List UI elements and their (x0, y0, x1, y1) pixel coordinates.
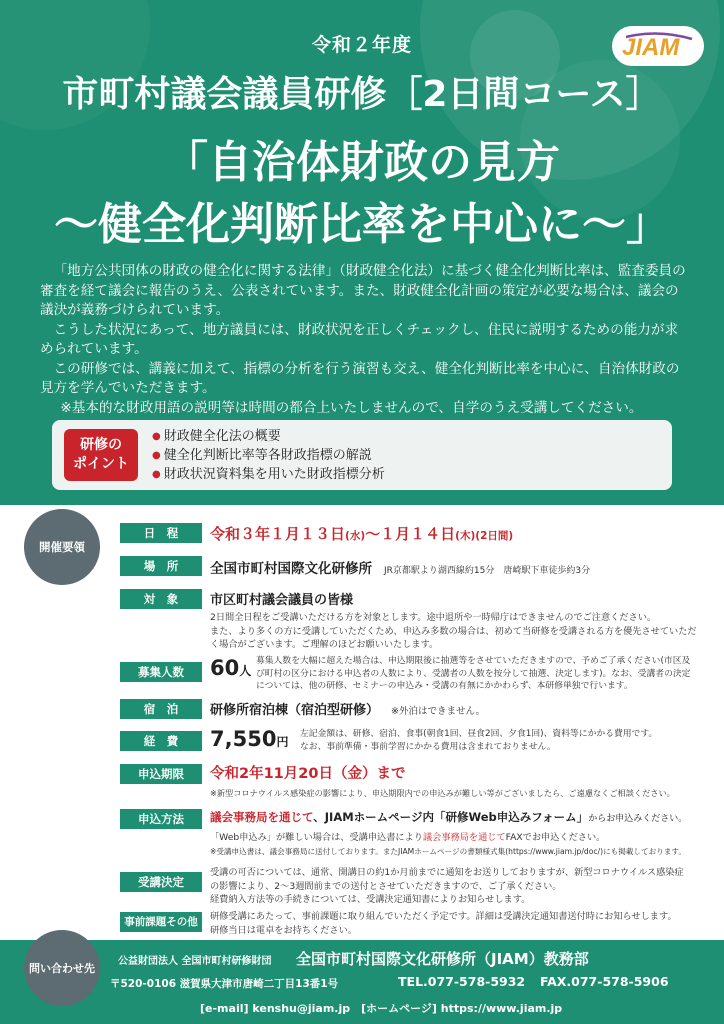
target-label: 対 象 (120, 589, 202, 609)
header-section (0, 0, 724, 505)
contact-email-web: [e-mail] kenshu@jiam.jp [ホームページ] https://www.jiam.jp (200, 1002, 563, 1015)
schedule-label: 日 程 (120, 523, 202, 543)
svg-text:JIAM: JIAM (622, 34, 680, 61)
method-value: 議会事務局を通じて、JIAMホームページ内「研修Web申込みフォーム」からお申込みください。 (210, 810, 688, 824)
prework-label: 事前課題その他 (120, 912, 202, 932)
fee-description: 左記金額は、研修、宿泊、食事(朝食1回、昼食2回、夕食1回)、資料等にかかる費用です。 なお、事前準備・事前学習にかかる費用は含まれておりません。 (300, 729, 658, 752)
list-item: ● 財政状況資料集を用いた財政指標分析 (152, 466, 385, 485)
deadline-label: 申込期限 (120, 764, 202, 784)
deadline-value: 令和2年11月20日（金）まで (210, 766, 406, 782)
office-address: 〒520-0106 滋賀県大津市唐崎二丁目13番1号 (110, 978, 339, 990)
course-title: 市町村議会議員研修［2日間コース］ (62, 74, 662, 115)
contact-badge: 問い合わせ先 (24, 930, 100, 1006)
capacity-description: 募集人数を大幅に超えた場合は、申込期限後に抽選等をさせていただきますので、予めご了承ください(市区及び町村の区分における申込者の人数により、受講者の人数を按分して抽選、決定します)。なお、受講者の決定については、他の研修、セミナーの申込み・受講の有無にかかわらず、本研修単独で行います。 (256, 656, 691, 692)
main-title-line2: ～健全化判断比率を中心に～」 (54, 199, 670, 250)
lodging-value: 研修所宿泊棟（宿泊型研修） ※外泊はできません。 (210, 703, 486, 718)
capacity-value: 60人 (210, 656, 252, 680)
intro-note: ※基本的な財政用語の説明等は時間の都合上いたしませんので、自学のうえ受講してください。 (60, 399, 643, 416)
office-fax: FAX.077-578-5906 (540, 974, 669, 989)
schedule-value: 令和３年１月１３日(水)～１月１４日(木)(2日間) (210, 525, 514, 543)
fee-value: 7,550円 (210, 727, 289, 751)
venue-label: 場 所 (120, 556, 202, 576)
training-points-badge: 研修の ポイント (64, 429, 138, 481)
fee-label: 経 費 (120, 731, 202, 751)
method-alternative: 「Web申込み」が難しい場合は、受講申込書により議会事務局を通じてFAXでお申込ください。 (210, 832, 606, 843)
main-title-line1: 「自治体財政の見方 (164, 137, 560, 188)
foundation-name: 公益財団法人 全国市町村研修財団 (118, 956, 272, 967)
contact-footer (0, 940, 724, 1024)
decision-label: 受講決定 (120, 872, 202, 892)
intro-paragraph: この研修では、講義に加えて、指標の分析を行う演習も交え、健全化判断比率を中心に、自治体財政の見方を学んでいただきます。 (40, 360, 680, 396)
office-name: 全国市町村国際文化研修所（JIAM）教務部 (296, 950, 589, 968)
capacity-label: 募集人数 (120, 662, 202, 682)
deadline-note: ※新型コロナウイルス感染症の影響により、申込期限内での申込みが難しい等がございましたら、ご遠慮なくご相談ください。 (210, 788, 675, 798)
target-value: 市区町村議会議員の皆様 (210, 593, 354, 608)
intro-paragraph: こうした状況にあって、地方議員には、財政状況を正しくチェックし、住民に説明するための能力が求められています。 (40, 321, 679, 357)
prework-description: 研修受講にあたって、事前課題に取り組んでいただく予定です。詳細は受講決定通知書送付時にお知らせします。 研修当日は電卓をお持ちください。 (210, 911, 677, 936)
training-points-list (152, 428, 385, 485)
decision-description: 受講の可否については、通常、開講日の約1か月前までに通知をお送りしておりますが、新型コロナウイルス感染症 の影響により、2～3週間前までの送付とさせていただきますので、ご了承ください。 経費納入方法等の手続きについては、受講決定通知書によりお知らせします。 (210, 867, 684, 905)
list-item: ● 健全化判断比率等各財政指標の解説 (152, 447, 385, 466)
target-description: 2日間全日程をご受講いただける方を対象とします。途中退所や一時帰庁はできませんのでご注意ください。 また、より多くの方に受講していただくため、申込み多数の場合は、初めて当研修を受講される方を優先させていただく場合がございます。ご理解のほどお願いいたします。 (210, 612, 697, 650)
venue-value: 全国市町村国際文化研修所 JR京都駅より湖西線約15分 唐崎駅下車徒歩約3分 (210, 561, 591, 577)
list-item: ● 財政健全化法の概要 (152, 428, 385, 447)
lodging-label: 宿 泊 (120, 699, 202, 719)
training-points-box (52, 420, 672, 490)
method-note: ※受講申込書は、議会事務局に送付しております。またJIAMホームページの書類様式集(https://www.jiam.jp/doc/)にも掲載しております。 (210, 847, 686, 856)
fiscal-year: 令和２年度 (311, 34, 412, 56)
method-label: 申込方法 (120, 809, 202, 829)
overview-badge: 開催要領 (24, 509, 100, 585)
intro-paragraph: 「地方公共団体の財政の健全化に関する法律」（財政健全化法）に基づく健全化判断比率は、監査委員の審査を経て議会に報告のうえ、公表されています。また、財政健全化計画の策定が必要な場合は、議会の議決が義務づけられています。 (40, 263, 686, 318)
intro-text (40, 262, 690, 418)
office-tel: TEL.077-578-5932 (398, 974, 526, 989)
